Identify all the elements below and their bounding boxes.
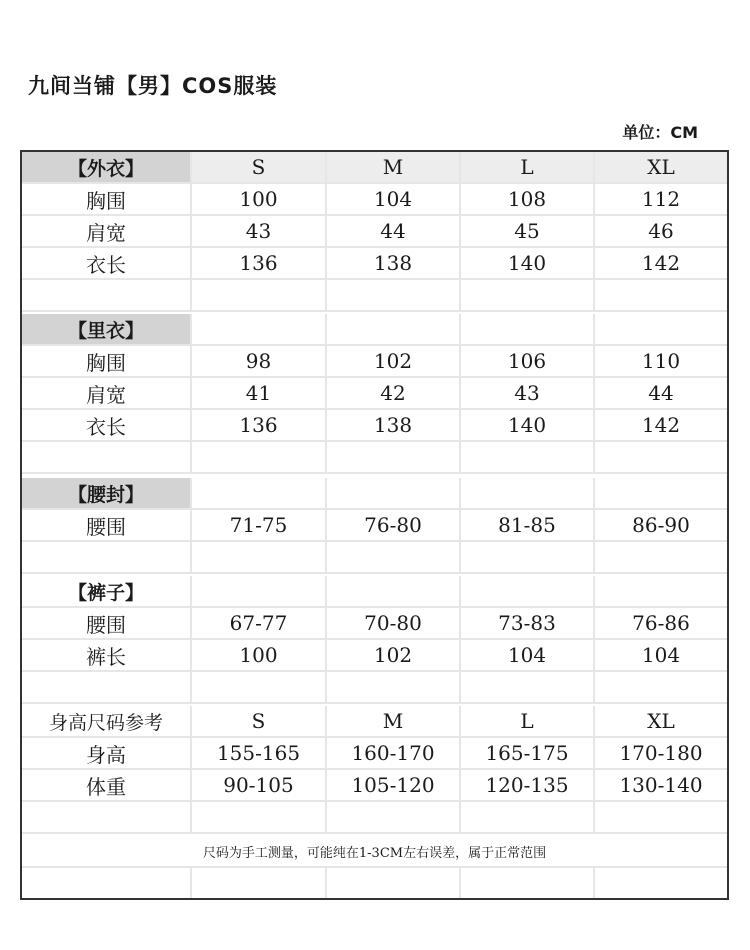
row-label: 腰围 [22, 510, 192, 542]
table-cell: 142 [595, 410, 727, 442]
table-cell: 45 [461, 216, 595, 248]
size-chart-table [20, 150, 729, 900]
table-row [22, 216, 727, 248]
table-cell: 98 [192, 346, 327, 378]
table-cell: 43 [461, 378, 595, 410]
table-cell: 41 [192, 378, 327, 410]
table-cell: 106 [461, 346, 595, 378]
table-cell: 44 [327, 216, 461, 248]
table-cell: 70-80 [327, 608, 461, 640]
size-header-m: M [327, 152, 461, 184]
table-cell: 112 [595, 184, 727, 216]
row-label: 腰围 [22, 608, 192, 640]
spacer-row [22, 802, 727, 834]
table-row [22, 346, 727, 378]
row-label: 肩宽 [22, 378, 192, 410]
table-row [22, 510, 727, 542]
belt-header-row [22, 478, 727, 510]
table-row [22, 608, 727, 640]
note-row [22, 836, 727, 868]
spacer-row [22, 672, 727, 704]
row-label: 身高 [22, 738, 192, 770]
spacer-row [22, 442, 727, 474]
table-cell: 86-90 [595, 510, 727, 542]
table-cell: 108 [461, 184, 595, 216]
table-cell: 120-135 [461, 770, 595, 802]
row-label: 胸围 [22, 346, 192, 378]
outer-section-label: 【外衣】 [22, 152, 192, 184]
inner-section-label: 【里衣】 [22, 314, 192, 346]
table-row [22, 410, 727, 442]
spacer-row [22, 868, 727, 898]
size-header-xl: XL [595, 152, 727, 184]
table-cell: 73-83 [461, 608, 595, 640]
table-row [22, 378, 727, 410]
table-cell: 100 [192, 640, 327, 672]
spacer-row [22, 542, 727, 574]
table-cell: 140 [461, 410, 595, 442]
table-cell: 90-105 [192, 770, 327, 802]
table-row [22, 770, 727, 802]
table-cell: 76-80 [327, 510, 461, 542]
table-cell: 138 [327, 410, 461, 442]
table-cell: 102 [327, 640, 461, 672]
row-label: 裤长 [22, 640, 192, 672]
table-cell: 102 [327, 346, 461, 378]
note-cell [22, 836, 727, 868]
table-cell: 46 [595, 216, 727, 248]
table-cell: 136 [192, 410, 327, 442]
table-cell: 104 [461, 640, 595, 672]
table-cell: 105-120 [327, 770, 461, 802]
table-cell: 165-175 [461, 738, 595, 770]
size-header-l: L [461, 152, 595, 184]
table-cell: 104 [327, 184, 461, 216]
row-label: 胸围 [22, 184, 192, 216]
table-cell: 42 [327, 378, 461, 410]
size-header-xl: XL [595, 706, 727, 738]
pants-header-row [22, 576, 727, 608]
reference-header-row [22, 706, 727, 738]
table-cell: 71-75 [192, 510, 327, 542]
row-label: 衣长 [22, 410, 192, 442]
table-row [22, 640, 727, 672]
table-cell: 67-77 [192, 608, 327, 640]
table-cell: 170-180 [595, 738, 727, 770]
measurement-note: 尺码为手工测量，可能纯在1-3CM左右误差，属于正常范围 [202, 845, 547, 861]
table-row [22, 248, 727, 280]
size-header-l: L [461, 706, 595, 738]
table-row [22, 738, 727, 770]
unit-label: 单位：CM [622, 123, 698, 142]
row-label: 衣长 [22, 248, 192, 280]
table-row [22, 184, 727, 216]
table-cell: 100 [192, 184, 327, 216]
table-cell: 43 [192, 216, 327, 248]
spacer-row [22, 280, 727, 312]
table-cell: 160-170 [327, 738, 461, 770]
size-header-s: S [192, 152, 327, 184]
row-label: 体重 [22, 770, 192, 802]
table-cell: 104 [595, 640, 727, 672]
table-cell: 140 [461, 248, 595, 280]
table-cell: 136 [192, 248, 327, 280]
table-cell: 130-140 [595, 770, 727, 802]
table-cell: 76-86 [595, 608, 727, 640]
inner-header-row [22, 314, 727, 346]
table-cell: 155-165 [192, 738, 327, 770]
table-cell: 110 [595, 346, 727, 378]
size-header-s: S [192, 706, 327, 738]
table-cell: 44 [595, 378, 727, 410]
page-title: 九间当铺【男】COS服装 [28, 74, 278, 98]
outer-header-row [22, 152, 727, 184]
reference-section-label: 身高尺码参考 [22, 706, 192, 738]
belt-section-label: 【腰封】 [22, 478, 192, 510]
table-cell: 138 [327, 248, 461, 280]
table-cell: 81-85 [461, 510, 595, 542]
pants-section-label: 【裤子】 [22, 576, 192, 608]
size-header-m: M [327, 706, 461, 738]
row-label: 肩宽 [22, 216, 192, 248]
table-cell: 142 [595, 248, 727, 280]
